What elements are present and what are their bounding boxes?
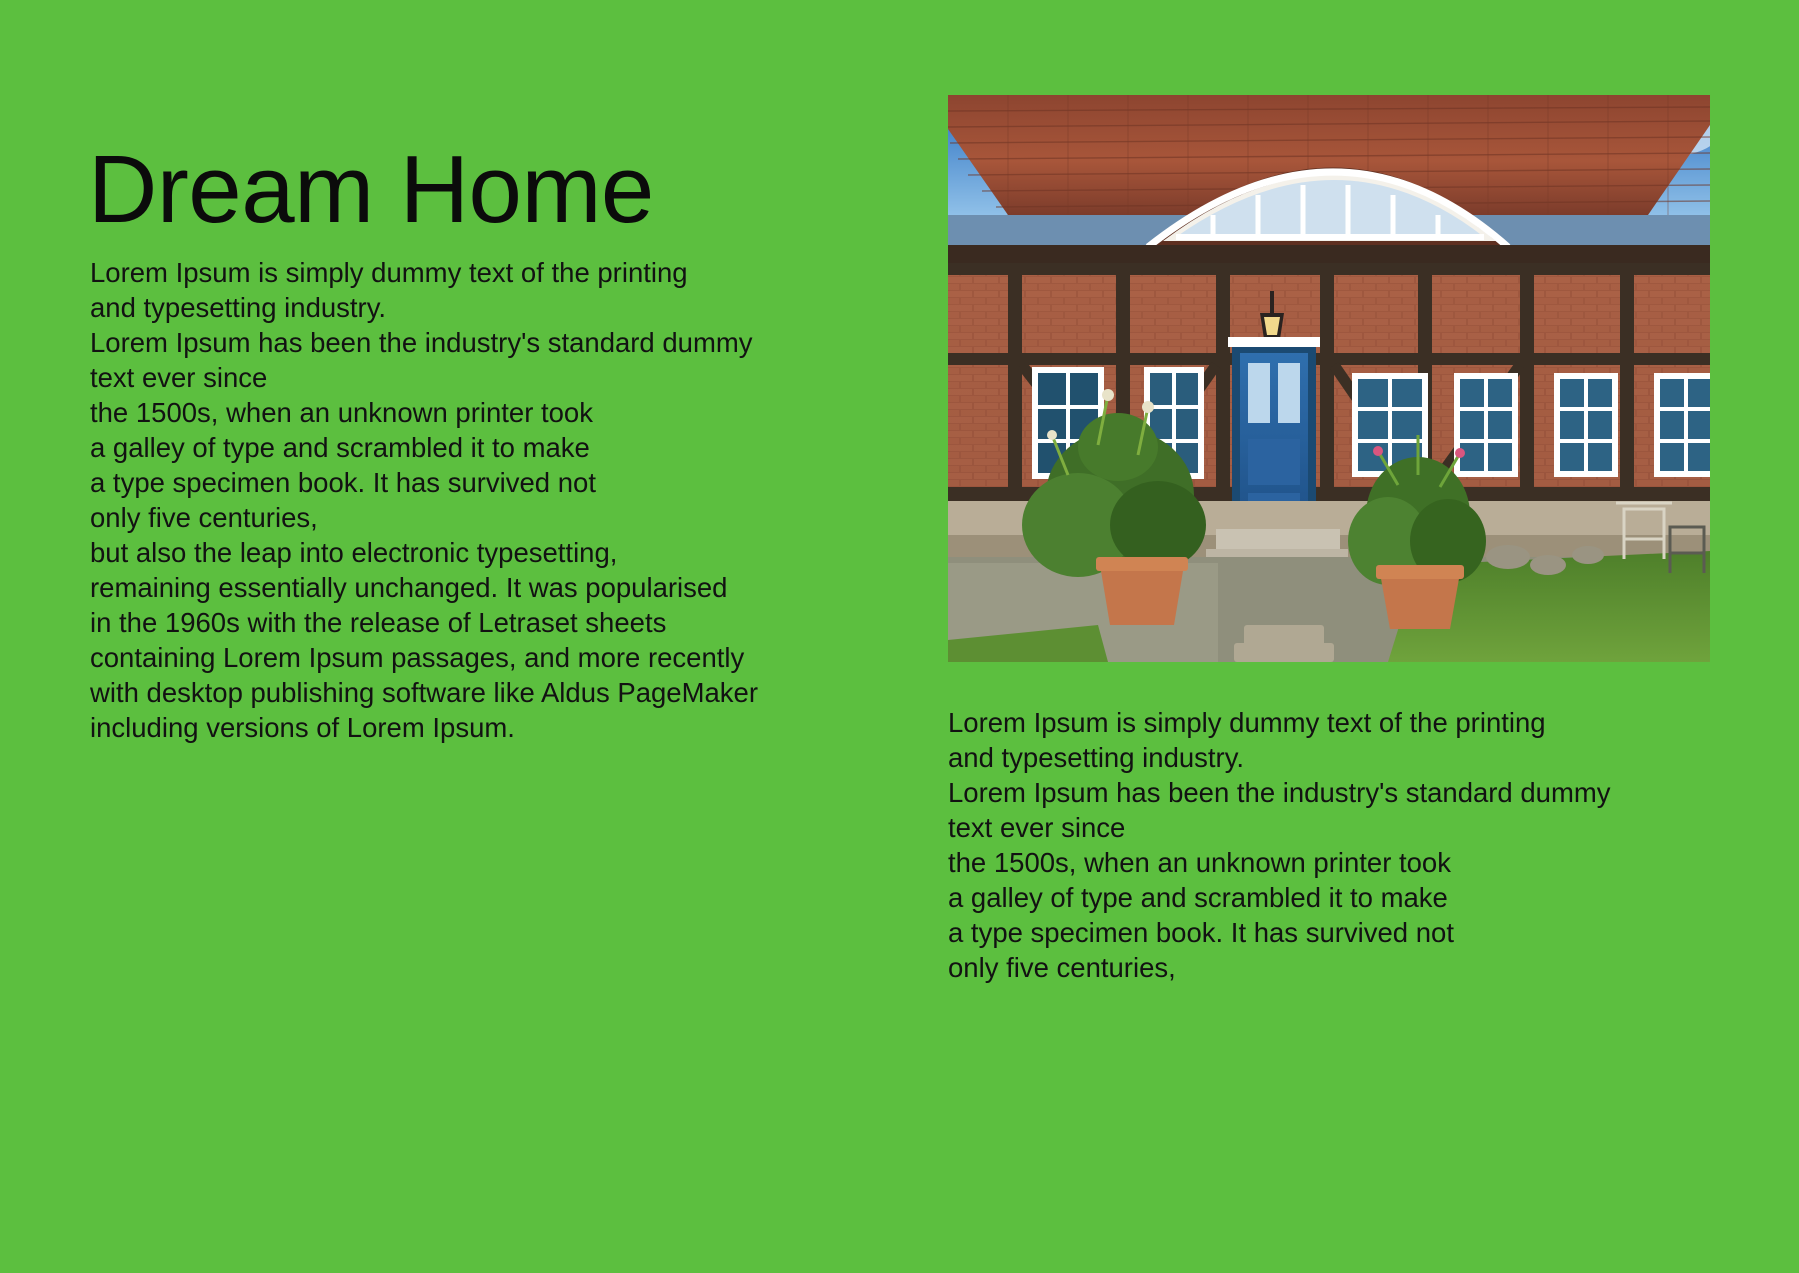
right-text-line: the 1500s, when an unknown printer took: [948, 847, 1451, 878]
right-text-line: only five centuries,: [948, 952, 1176, 983]
left-text-line: but also the leap into electronic typesetting,: [90, 537, 618, 568]
left-text-line: the 1500s, when an unknown printer took: [90, 397, 593, 428]
right-text-line: text ever since: [948, 812, 1126, 843]
house-photo: [948, 95, 1710, 662]
right-text-line: a type specimen book. It has survived not: [948, 917, 1454, 948]
left-text-line: in the 1960s with the release of Letraset sheets: [90, 607, 667, 638]
left-text-line: including versions of Lorem Ipsum.: [90, 712, 515, 743]
left-text-line: a type specimen book. It has survived not: [90, 467, 596, 498]
right-text-line: Lorem Ipsum has been the industry's standard dummy: [948, 777, 1611, 808]
right-text-line: a galley of type and scrambled it to make: [948, 882, 1448, 913]
right-text-line: Lorem Ipsum is simply dummy text of the printing: [948, 707, 1546, 738]
left-text-line: Lorem Ipsum is simply dummy text of the printing: [90, 257, 688, 288]
house-photo-image: [948, 95, 1710, 662]
page-title: Dream Home: [88, 136, 654, 244]
left-text-line: text ever since: [90, 362, 268, 393]
left-text-line: containing Lorem Ipsum passages, and more recently: [90, 642, 745, 673]
left-text-line: Lorem Ipsum has been the industry's standard dummy: [90, 327, 753, 358]
right-text-line: and typesetting industry.: [948, 742, 1245, 773]
left-text-line: and typesetting industry.: [90, 292, 387, 323]
right-text-block: [948, 705, 1748, 985]
left-text-line: only five centuries,: [90, 502, 318, 533]
left-text-line: a galley of type and scrambled it to make: [90, 432, 590, 463]
left-text-line: with desktop publishing software like Aldus PageMaker: [90, 677, 759, 708]
left-text-line: remaining essentially unchanged. It was popularised: [90, 572, 728, 603]
left-text-block: [90, 255, 880, 745]
